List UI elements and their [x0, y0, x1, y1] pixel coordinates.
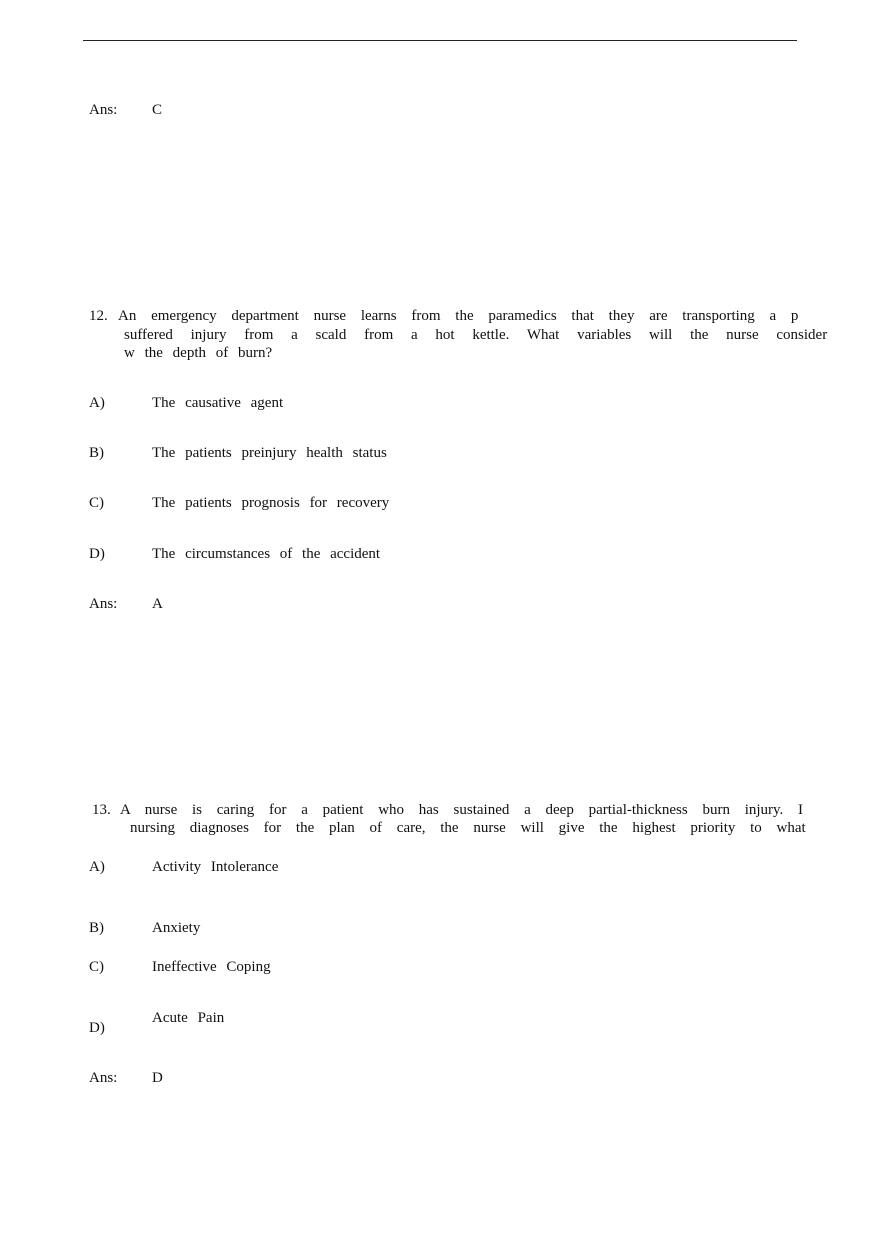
header-rule	[83, 40, 797, 41]
option-label: D)	[89, 546, 105, 562]
option-text: The patients preinjury health status	[152, 445, 387, 461]
answer-label: Ans:	[89, 1070, 118, 1086]
option-label: A)	[89, 395, 105, 411]
answer-label: Ans:	[89, 596, 118, 612]
answer-value: D	[152, 1070, 163, 1086]
option-label: A)	[89, 859, 105, 875]
option-label: C)	[89, 959, 104, 975]
option-label: D)	[89, 1020, 105, 1036]
answer-value: C	[152, 102, 163, 118]
question-number: 13.	[92, 802, 111, 818]
question-text: An emergency department nurse learns from the paramedics that they are transporting a p	[118, 308, 799, 324]
answer-value: A	[152, 596, 163, 612]
option-label: C)	[89, 495, 104, 511]
option-label: B)	[89, 445, 104, 461]
option-text: Activity Intolerance	[152, 859, 279, 875]
question-text-line: w the depth of burn?	[124, 345, 273, 361]
option-text: The circumstances of the accident	[152, 546, 381, 562]
option-label: B)	[89, 920, 104, 936]
question-text-line	[118, 307, 799, 325]
option-text: The causative agent	[152, 395, 284, 411]
option-text: The patients prognosis for recovery	[152, 495, 390, 511]
question-text-line: A nurse is caring for a patient who has sustained a deep partial-thickness burn injury. I	[120, 802, 804, 818]
answer-label: Ans:	[89, 102, 118, 118]
question-number: 12.	[89, 308, 108, 324]
question-text-line: nursing diagnoses for the plan of care, the nurse will give the highest priority to what	[130, 820, 806, 836]
option-text: Ineffective Coping	[152, 959, 271, 975]
question-text-line: suffered injury from a scald from a hot kettle. What variables will the nurse consider	[124, 327, 828, 343]
option-text: Acute Pain	[152, 1010, 225, 1026]
option-text: Anxiety	[152, 920, 201, 936]
